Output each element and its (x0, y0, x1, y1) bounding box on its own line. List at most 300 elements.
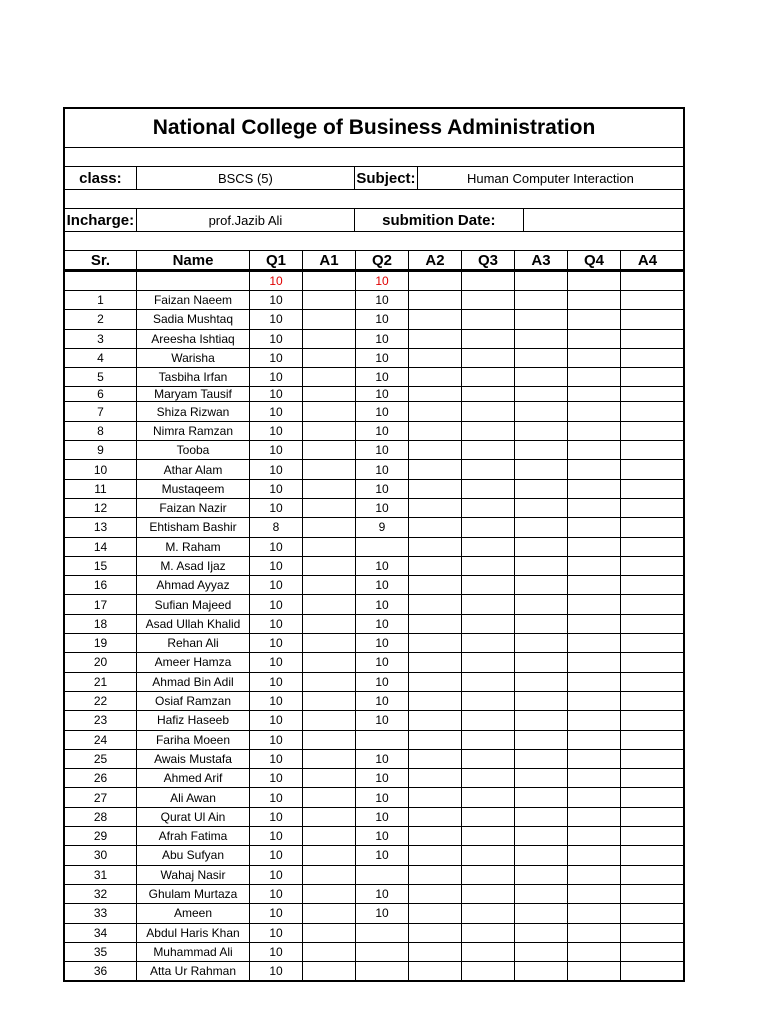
cell-a4[interactable] (621, 330, 674, 348)
cell-q1[interactable]: 10 (250, 692, 303, 710)
cell-a3[interactable] (515, 827, 568, 845)
cell-a3[interactable] (515, 595, 568, 613)
cell-q4[interactable] (568, 885, 621, 903)
cell-q2[interactable]: 10 (356, 349, 409, 367)
cell-sr[interactable]: 35 (65, 943, 137, 961)
cell-a2[interactable] (409, 769, 462, 787)
cell-name[interactable]: Warisha (137, 349, 250, 367)
cell-q4[interactable] (568, 943, 621, 961)
cell-a3[interactable] (515, 808, 568, 826)
cell-a3[interactable] (515, 422, 568, 440)
cell-q4[interactable] (568, 402, 621, 420)
cell-a1[interactable] (303, 349, 356, 367)
cell-a1[interactable] (303, 291, 356, 309)
cell-sr[interactable]: 33 (65, 904, 137, 922)
cell-q4[interactable] (568, 846, 621, 864)
cell-a4[interactable] (621, 711, 674, 729)
cell-name[interactable]: M. Raham (137, 538, 250, 556)
cell-a4[interactable] (621, 441, 674, 459)
cell-a2[interactable] (409, 387, 462, 401)
cell-q3[interactable] (462, 885, 515, 903)
cell-a2[interactable] (409, 788, 462, 806)
cell-q1[interactable]: 10 (250, 769, 303, 787)
cell-a1[interactable] (303, 731, 356, 749)
cell-a3[interactable] (515, 402, 568, 420)
cell-sr[interactable]: 5 (65, 368, 137, 386)
cell-a3[interactable] (515, 480, 568, 498)
cell-a4[interactable] (621, 924, 674, 942)
cell-name[interactable]: Rehan Ali (137, 634, 250, 652)
cell-q3[interactable] (462, 846, 515, 864)
cell-q2[interactable]: 10 (356, 499, 409, 517)
cell-a1[interactable] (303, 692, 356, 710)
cell-q1[interactable]: 10 (250, 576, 303, 594)
cell-sr[interactable]: 11 (65, 480, 137, 498)
cell-sr[interactable]: 32 (65, 885, 137, 903)
cell-a4[interactable] (621, 673, 674, 691)
cell-a3[interactable] (515, 673, 568, 691)
cell-a3[interactable] (515, 499, 568, 517)
cell-sr[interactable]: 1 (65, 291, 137, 309)
cell-q1[interactable]: 10 (250, 480, 303, 498)
cell-q4[interactable] (568, 576, 621, 594)
cell-q2[interactable]: 10 (356, 827, 409, 845)
cell-a3[interactable] (515, 750, 568, 768)
cell-a1[interactable] (303, 538, 356, 556)
cell-q1[interactable]: 10 (250, 387, 303, 401)
cell-q4[interactable] (568, 615, 621, 633)
cell-q2[interactable]: 10 (356, 846, 409, 864)
cell-q1[interactable]: 10 (250, 653, 303, 671)
cell-q1[interactable]: 10 (250, 711, 303, 729)
cell-q1[interactable]: 10 (250, 808, 303, 826)
cell-q2[interactable]: 10 (356, 750, 409, 768)
cell-sr[interactable]: 17 (65, 595, 137, 613)
cell-a1[interactable] (303, 924, 356, 942)
cell-q2[interactable]: 10 (356, 368, 409, 386)
cell-q1[interactable]: 10 (250, 272, 303, 290)
cell-a3[interactable] (515, 368, 568, 386)
cell-a1[interactable] (303, 402, 356, 420)
cell-q3[interactable] (462, 518, 515, 536)
cell-q4[interactable] (568, 310, 621, 328)
cell-name[interactable]: Qurat Ul Ain (137, 808, 250, 826)
cell-a2[interactable] (409, 402, 462, 420)
cell-name[interactable]: Ameen (137, 904, 250, 922)
cell-q4[interactable] (568, 673, 621, 691)
cell-a2[interactable] (409, 673, 462, 691)
cell-a4[interactable] (621, 615, 674, 633)
cell-a2[interactable] (409, 538, 462, 556)
cell-a1[interactable] (303, 272, 356, 290)
cell-name[interactable] (137, 272, 250, 290)
cell-q1[interactable]: 10 (250, 291, 303, 309)
cell-q4[interactable] (568, 653, 621, 671)
cell-q3[interactable] (462, 441, 515, 459)
cell-q4[interactable] (568, 349, 621, 367)
cell-a1[interactable] (303, 557, 356, 575)
cell-q3[interactable] (462, 349, 515, 367)
cell-q1[interactable]: 10 (250, 595, 303, 613)
cell-q3[interactable] (462, 788, 515, 806)
cell-sr[interactable]: 6 (65, 387, 137, 401)
cell-a2[interactable] (409, 576, 462, 594)
cell-sr[interactable]: 30 (65, 846, 137, 864)
cell-a1[interactable] (303, 962, 356, 980)
cell-q2[interactable]: 10 (356, 480, 409, 498)
cell-a2[interactable] (409, 518, 462, 536)
cell-name[interactable]: Athar Alam (137, 460, 250, 478)
cell-q1[interactable]: 10 (250, 924, 303, 942)
cell-q1[interactable]: 10 (250, 422, 303, 440)
cell-a1[interactable] (303, 422, 356, 440)
cell-a4[interactable] (621, 653, 674, 671)
cell-a1[interactable] (303, 460, 356, 478)
cell-name[interactable]: Faizan Nazir (137, 499, 250, 517)
cell-a2[interactable] (409, 924, 462, 942)
cell-name[interactable]: Ghulam Murtaza (137, 885, 250, 903)
cell-q2[interactable]: 10 (356, 576, 409, 594)
cell-q3[interactable] (462, 904, 515, 922)
cell-q4[interactable] (568, 368, 621, 386)
cell-q1[interactable]: 10 (250, 538, 303, 556)
cell-name[interactable]: Tooba (137, 441, 250, 459)
cell-a3[interactable] (515, 441, 568, 459)
cell-a4[interactable] (621, 943, 674, 961)
cell-q4[interactable] (568, 557, 621, 575)
cell-q3[interactable] (462, 866, 515, 884)
cell-name[interactable]: Ahmad Ayyaz (137, 576, 250, 594)
cell-name[interactable]: Faizan Naeem (137, 291, 250, 309)
cell-a2[interactable] (409, 634, 462, 652)
cell-a2[interactable] (409, 827, 462, 845)
cell-sr[interactable]: 24 (65, 731, 137, 749)
cell-a3[interactable] (515, 538, 568, 556)
cell-a1[interactable] (303, 788, 356, 806)
cell-a4[interactable] (621, 866, 674, 884)
cell-q3[interactable] (462, 422, 515, 440)
cell-a1[interactable] (303, 595, 356, 613)
cell-a4[interactable] (621, 387, 674, 401)
cell-q3[interactable] (462, 962, 515, 980)
cell-q2[interactable]: 10 (356, 595, 409, 613)
cell-q1[interactable]: 10 (250, 349, 303, 367)
cell-a1[interactable] (303, 634, 356, 652)
cell-q4[interactable] (568, 962, 621, 980)
cell-a3[interactable] (515, 634, 568, 652)
cell-a3[interactable] (515, 518, 568, 536)
cell-a3[interactable] (515, 653, 568, 671)
cell-q2[interactable]: 10 (356, 885, 409, 903)
cell-q1[interactable]: 8 (250, 518, 303, 536)
cell-q4[interactable] (568, 750, 621, 768)
cell-sr[interactable]: 15 (65, 557, 137, 575)
cell-q1[interactable]: 10 (250, 310, 303, 328)
cell-a1[interactable] (303, 943, 356, 961)
cell-q1[interactable]: 10 (250, 846, 303, 864)
cell-sr[interactable]: 3 (65, 330, 137, 348)
cell-name[interactable]: Asad Ullah Khalid (137, 615, 250, 633)
cell-name[interactable]: Fariha Moeen (137, 731, 250, 749)
cell-q4[interactable] (568, 827, 621, 845)
cell-q1[interactable]: 10 (250, 557, 303, 575)
cell-a3[interactable] (515, 330, 568, 348)
cell-a3[interactable] (515, 731, 568, 749)
cell-sr[interactable]: 9 (65, 441, 137, 459)
cell-a2[interactable] (409, 441, 462, 459)
cell-a1[interactable] (303, 480, 356, 498)
cell-a1[interactable] (303, 518, 356, 536)
cell-q4[interactable] (568, 595, 621, 613)
cell-q1[interactable]: 10 (250, 402, 303, 420)
cell-a2[interactable] (409, 291, 462, 309)
cell-a2[interactable] (409, 615, 462, 633)
cell-q2[interactable]: 10 (356, 692, 409, 710)
cell-q3[interactable] (462, 769, 515, 787)
cell-name[interactable]: Abu Sufyan (137, 846, 250, 864)
cell-a1[interactable] (303, 441, 356, 459)
cell-a4[interactable] (621, 904, 674, 922)
cell-a2[interactable] (409, 595, 462, 613)
cell-q2[interactable]: 10 (356, 634, 409, 652)
cell-a3[interactable] (515, 272, 568, 290)
cell-q1[interactable]: 10 (250, 904, 303, 922)
cell-q4[interactable] (568, 788, 621, 806)
cell-name[interactable]: Ahmed Arif (137, 769, 250, 787)
cell-q3[interactable] (462, 330, 515, 348)
cell-a3[interactable] (515, 310, 568, 328)
cell-a4[interactable] (621, 402, 674, 420)
cell-a1[interactable] (303, 576, 356, 594)
cell-q3[interactable] (462, 557, 515, 575)
cell-a2[interactable] (409, 272, 462, 290)
cell-q1[interactable]: 10 (250, 330, 303, 348)
cell-a3[interactable] (515, 769, 568, 787)
cell-sr[interactable]: 16 (65, 576, 137, 594)
cell-q3[interactable] (462, 499, 515, 517)
cell-a4[interactable] (621, 368, 674, 386)
cell-q3[interactable] (462, 402, 515, 420)
cell-q2[interactable]: 10 (356, 653, 409, 671)
cell-q4[interactable] (568, 460, 621, 478)
cell-a2[interactable] (409, 499, 462, 517)
cell-a1[interactable] (303, 673, 356, 691)
cell-a1[interactable] (303, 846, 356, 864)
cell-a4[interactable] (621, 310, 674, 328)
cell-name[interactable]: Ali Awan (137, 788, 250, 806)
cell-a4[interactable] (621, 576, 674, 594)
cell-a1[interactable] (303, 885, 356, 903)
cell-a2[interactable] (409, 480, 462, 498)
cell-q4[interactable] (568, 769, 621, 787)
cell-a2[interactable] (409, 808, 462, 826)
cell-a4[interactable] (621, 518, 674, 536)
cell-q3[interactable] (462, 808, 515, 826)
cell-a1[interactable] (303, 330, 356, 348)
cell-name[interactable]: Ehtisham Bashir (137, 518, 250, 536)
cell-sr[interactable]: 34 (65, 924, 137, 942)
cell-a3[interactable] (515, 711, 568, 729)
cell-a1[interactable] (303, 653, 356, 671)
cell-q1[interactable]: 10 (250, 441, 303, 459)
cell-q3[interactable] (462, 368, 515, 386)
class-value[interactable]: BSCS (5) (137, 167, 355, 189)
cell-a3[interactable] (515, 788, 568, 806)
cell-name[interactable]: Ameer Hamza (137, 653, 250, 671)
cell-a3[interactable] (515, 866, 568, 884)
cell-name[interactable]: Muhammad Ali (137, 943, 250, 961)
cell-a4[interactable] (621, 460, 674, 478)
cell-name[interactable]: Hafiz Haseeb (137, 711, 250, 729)
cell-a1[interactable] (303, 904, 356, 922)
cell-q1[interactable]: 10 (250, 788, 303, 806)
cell-q4[interactable] (568, 291, 621, 309)
cell-a2[interactable] (409, 349, 462, 367)
cell-a2[interactable] (409, 731, 462, 749)
cell-a1[interactable] (303, 750, 356, 768)
cell-q1[interactable]: 10 (250, 943, 303, 961)
cell-a2[interactable] (409, 330, 462, 348)
cell-q2[interactable]: 10 (356, 615, 409, 633)
cell-q2[interactable] (356, 943, 409, 961)
cell-name[interactable]: Maryam Tausif (137, 387, 250, 401)
cell-q3[interactable] (462, 615, 515, 633)
cell-a4[interactable] (621, 769, 674, 787)
subject-value[interactable]: Human Computer Interaction (466, 170, 634, 186)
cell-q2[interactable]: 10 (356, 402, 409, 420)
cell-q2[interactable] (356, 962, 409, 980)
cell-name[interactable]: Tasbiha Irfan (137, 368, 250, 386)
cell-q2[interactable]: 10 (356, 272, 409, 290)
cell-a4[interactable] (621, 291, 674, 309)
cell-a1[interactable] (303, 615, 356, 633)
cell-q1[interactable]: 10 (250, 634, 303, 652)
cell-q3[interactable] (462, 731, 515, 749)
cell-q2[interactable]: 10 (356, 557, 409, 575)
cell-a4[interactable] (621, 557, 674, 575)
cell-a1[interactable] (303, 387, 356, 401)
cell-a4[interactable] (621, 962, 674, 980)
cell-a3[interactable] (515, 943, 568, 961)
cell-a1[interactable] (303, 769, 356, 787)
cell-q4[interactable] (568, 866, 621, 884)
submission-date-value[interactable] (524, 209, 683, 231)
cell-name[interactable]: Abdul Haris Khan (137, 924, 250, 942)
cell-q3[interactable] (462, 576, 515, 594)
cell-a4[interactable] (621, 788, 674, 806)
cell-a2[interactable] (409, 904, 462, 922)
cell-q4[interactable] (568, 692, 621, 710)
cell-q4[interactable] (568, 499, 621, 517)
cell-q1[interactable]: 10 (250, 499, 303, 517)
cell-a1[interactable] (303, 827, 356, 845)
cell-q4[interactable] (568, 634, 621, 652)
cell-a4[interactable] (621, 827, 674, 845)
cell-sr[interactable]: 8 (65, 422, 137, 440)
cell-name[interactable]: Sufian Majeed (137, 595, 250, 613)
cell-a3[interactable] (515, 615, 568, 633)
cell-a1[interactable] (303, 499, 356, 517)
cell-q2[interactable]: 10 (356, 330, 409, 348)
cell-a2[interactable] (409, 692, 462, 710)
cell-q3[interactable] (462, 538, 515, 556)
cell-q2[interactable] (356, 731, 409, 749)
cell-a2[interactable] (409, 750, 462, 768)
cell-q2[interactable]: 10 (356, 291, 409, 309)
cell-a3[interactable] (515, 576, 568, 594)
cell-q4[interactable] (568, 808, 621, 826)
cell-q2[interactable]: 10 (356, 673, 409, 691)
cell-a4[interactable] (621, 750, 674, 768)
cell-a4[interactable] (621, 808, 674, 826)
cell-q1[interactable]: 10 (250, 962, 303, 980)
cell-q2[interactable] (356, 866, 409, 884)
cell-a4[interactable] (621, 480, 674, 498)
cell-q2[interactable]: 10 (356, 808, 409, 826)
cell-q2[interactable]: 10 (356, 769, 409, 787)
cell-a4[interactable] (621, 634, 674, 652)
cell-q4[interactable] (568, 441, 621, 459)
cell-sr[interactable]: 25 (65, 750, 137, 768)
cell-q1[interactable]: 10 (250, 460, 303, 478)
cell-sr[interactable] (65, 272, 137, 290)
cell-q1[interactable]: 10 (250, 885, 303, 903)
cell-name[interactable]: Shiza Rizwan (137, 402, 250, 420)
cell-q2[interactable]: 10 (356, 441, 409, 459)
cell-q3[interactable] (462, 827, 515, 845)
cell-a1[interactable] (303, 368, 356, 386)
cell-a2[interactable] (409, 943, 462, 961)
cell-a3[interactable] (515, 557, 568, 575)
cell-q2[interactable]: 10 (356, 788, 409, 806)
cell-q3[interactable] (462, 387, 515, 401)
cell-q3[interactable] (462, 924, 515, 942)
cell-q4[interactable] (568, 480, 621, 498)
cell-sr[interactable]: 13 (65, 518, 137, 536)
cell-q2[interactable]: 10 (356, 310, 409, 328)
cell-sr[interactable]: 7 (65, 402, 137, 420)
cell-q3[interactable] (462, 272, 515, 290)
cell-a2[interactable] (409, 846, 462, 864)
cell-sr[interactable]: 21 (65, 673, 137, 691)
cell-name[interactable]: Ahmad Bin Adil (137, 673, 250, 691)
cell-sr[interactable]: 22 (65, 692, 137, 710)
cell-sr[interactable]: 23 (65, 711, 137, 729)
cell-name[interactable]: Nimra Ramzan (137, 422, 250, 440)
cell-sr[interactable]: 20 (65, 653, 137, 671)
cell-name[interactable]: Mustaqeem (137, 480, 250, 498)
cell-a3[interactable] (515, 962, 568, 980)
cell-a1[interactable] (303, 866, 356, 884)
cell-a2[interactable] (409, 962, 462, 980)
cell-a3[interactable] (515, 692, 568, 710)
cell-q2[interactable]: 10 (356, 904, 409, 922)
cell-q4[interactable] (568, 387, 621, 401)
cell-a2[interactable] (409, 653, 462, 671)
cell-a1[interactable] (303, 310, 356, 328)
cell-a4[interactable] (621, 846, 674, 864)
cell-q3[interactable] (462, 291, 515, 309)
cell-q2[interactable]: 10 (356, 711, 409, 729)
cell-a4[interactable] (621, 499, 674, 517)
cell-name[interactable]: Osiaf Ramzan (137, 692, 250, 710)
cell-q1[interactable]: 10 (250, 368, 303, 386)
cell-sr[interactable]: 18 (65, 615, 137, 633)
cell-q3[interactable] (462, 711, 515, 729)
cell-a3[interactable] (515, 349, 568, 367)
cell-a2[interactable] (409, 368, 462, 386)
cell-a4[interactable] (621, 538, 674, 556)
